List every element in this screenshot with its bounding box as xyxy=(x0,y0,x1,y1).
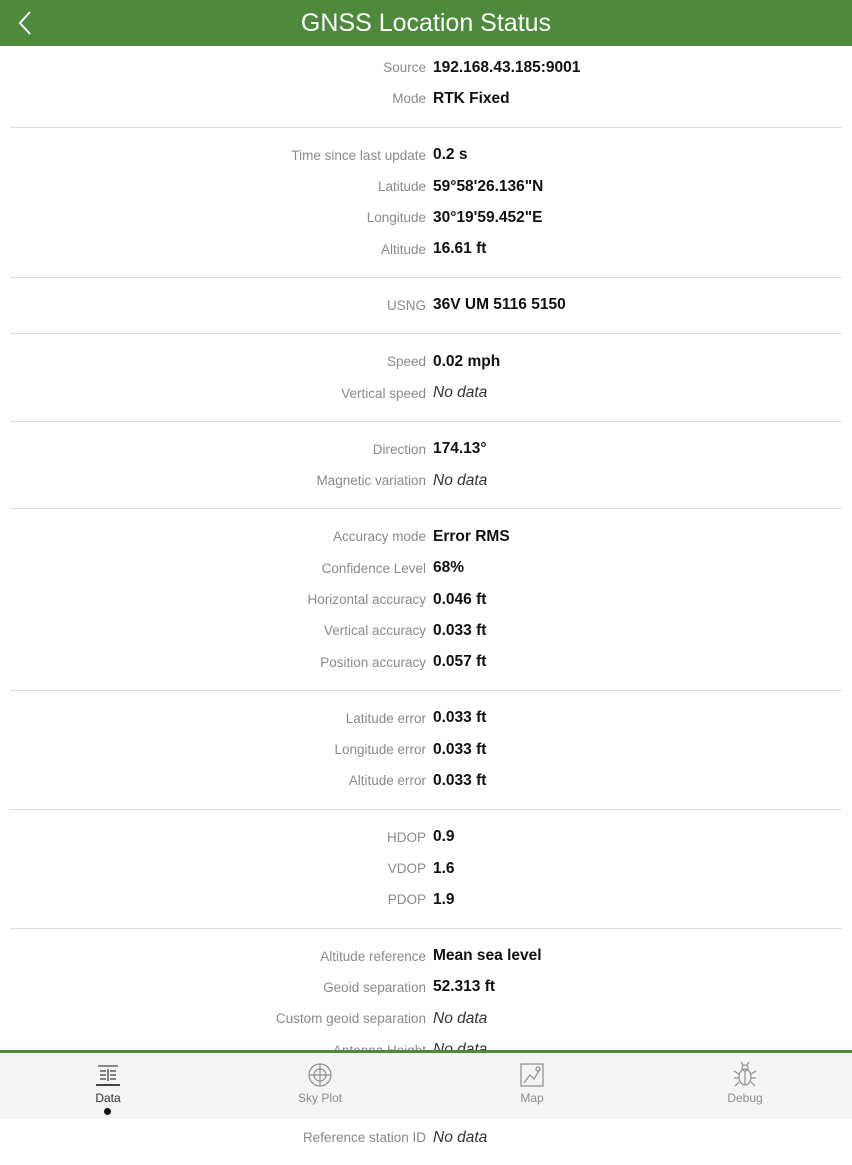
status-row xyxy=(10,171,842,202)
status-value: 174.13° xyxy=(433,440,487,458)
status-label: Vertical accuracy xyxy=(323,623,426,639)
status-row xyxy=(10,1122,842,1153)
status-label: Geoid separation xyxy=(323,979,426,995)
status-label: Latitude xyxy=(377,179,426,195)
status-label: Time since last update xyxy=(291,147,426,163)
status-row xyxy=(10,734,842,765)
status-row xyxy=(10,521,842,552)
status-row xyxy=(10,1003,842,1034)
status-value: 0.033 ft xyxy=(433,709,487,727)
status-value: 36V UM 5116 5150 xyxy=(433,296,566,314)
status-row xyxy=(10,615,842,646)
status-row xyxy=(10,465,842,496)
status-row xyxy=(10,884,842,915)
status-value: 0.033 ft xyxy=(433,740,487,758)
status-row xyxy=(10,202,842,233)
tab-debug-label: Debug xyxy=(727,1091,763,1105)
status-value: 68% xyxy=(433,559,465,577)
status-label: Latitude error xyxy=(345,710,426,726)
status-row xyxy=(10,703,842,734)
status-label: Speed xyxy=(386,354,426,370)
app-header xyxy=(0,0,852,46)
bug-icon xyxy=(731,1061,759,1089)
status-value: 52.313 ft xyxy=(433,978,496,996)
status-value: 16.61 ft xyxy=(433,240,487,258)
status-value: 0.046 ft xyxy=(433,590,487,608)
status-row xyxy=(10,83,842,114)
status-row xyxy=(10,377,842,408)
status-value: No data xyxy=(433,384,488,402)
tab-data-label: Data xyxy=(95,1091,121,1105)
status-value: 30°19'59.452"E xyxy=(433,208,543,226)
tab-sky-plot[interactable] xyxy=(260,1061,380,1117)
status-value: 1.6 xyxy=(433,859,455,877)
status-label: Mode xyxy=(392,91,426,107)
data-list-icon xyxy=(94,1061,122,1089)
status-row xyxy=(10,52,842,83)
status-label: Magnetic variation xyxy=(316,473,426,489)
status-group xyxy=(10,822,842,929)
sky-plot-icon xyxy=(306,1061,334,1089)
status-value: 0.033 ft xyxy=(433,621,487,639)
status-group xyxy=(10,140,842,278)
status-label: Longitude xyxy=(366,210,426,226)
status-value: No data xyxy=(433,471,488,489)
page-title: GNSS Location Status xyxy=(300,9,552,37)
status-label: Direction xyxy=(372,441,426,457)
status-value: RTK Fixed xyxy=(433,89,510,107)
status-label: Custom geoid separation xyxy=(275,1011,426,1027)
bottom-tab-bar xyxy=(0,1050,852,1119)
status-group xyxy=(10,290,842,334)
tab-map-label: Map xyxy=(520,1091,544,1105)
status-value: Error RMS xyxy=(433,527,510,545)
status-row xyxy=(10,646,842,677)
status-value: 0.057 ft xyxy=(433,653,487,671)
status-label: Altitude reference xyxy=(320,948,426,964)
tab-sky-plot-label: Sky Plot xyxy=(297,1091,342,1105)
status-row xyxy=(10,765,842,796)
status-group xyxy=(10,521,842,690)
status-value: 0.033 ft xyxy=(433,771,487,789)
status-group xyxy=(10,52,842,128)
status-label: Confidence Level xyxy=(321,560,426,576)
status-value: 59°58'26.136"N xyxy=(433,177,544,195)
status-row xyxy=(10,972,842,1003)
status-label: Vertical speed xyxy=(341,385,426,401)
active-tab-indicator xyxy=(104,1108,111,1115)
status-row xyxy=(10,553,842,584)
status-group xyxy=(10,434,842,510)
status-group xyxy=(10,346,842,422)
status-list xyxy=(0,52,852,1165)
status-value: Mean sea level xyxy=(433,947,542,965)
status-label: Altitude error xyxy=(348,773,426,789)
status-label: PDOP xyxy=(387,892,426,908)
status-row xyxy=(10,140,842,171)
status-value: No data xyxy=(433,1009,488,1027)
status-label: USNG xyxy=(386,297,426,313)
status-label: Longitude error xyxy=(334,742,426,758)
status-row xyxy=(10,434,842,465)
status-label: VDOP xyxy=(387,861,426,877)
tab-map[interactable] xyxy=(472,1061,592,1117)
status-label: Accuracy mode xyxy=(332,529,426,545)
status-label: Position accuracy xyxy=(320,654,426,670)
status-value: 0.02 mph xyxy=(433,352,501,370)
status-row xyxy=(10,346,842,377)
status-value: 1.9 xyxy=(433,890,455,908)
status-value: 0.9 xyxy=(433,828,455,846)
status-label: Reference station ID xyxy=(302,1130,426,1146)
status-row xyxy=(10,233,842,264)
tab-debug[interactable] xyxy=(685,1061,805,1117)
status-row xyxy=(10,853,842,884)
status-value: 192.168.43.185:9001 xyxy=(433,58,581,76)
status-label: Source xyxy=(383,60,426,76)
map-icon xyxy=(518,1061,546,1089)
status-row xyxy=(10,290,842,321)
tab-data[interactable] xyxy=(48,1061,168,1117)
status-group xyxy=(10,703,842,810)
status-row xyxy=(10,584,842,615)
status-label: HDOP xyxy=(386,829,426,845)
status-label: Altitude xyxy=(380,241,426,257)
status-row xyxy=(10,822,842,853)
status-value: No data xyxy=(433,1128,488,1146)
status-row xyxy=(10,941,842,972)
status-value: 0.2 s xyxy=(433,146,468,164)
status-label: Horizontal accuracy xyxy=(307,592,426,607)
